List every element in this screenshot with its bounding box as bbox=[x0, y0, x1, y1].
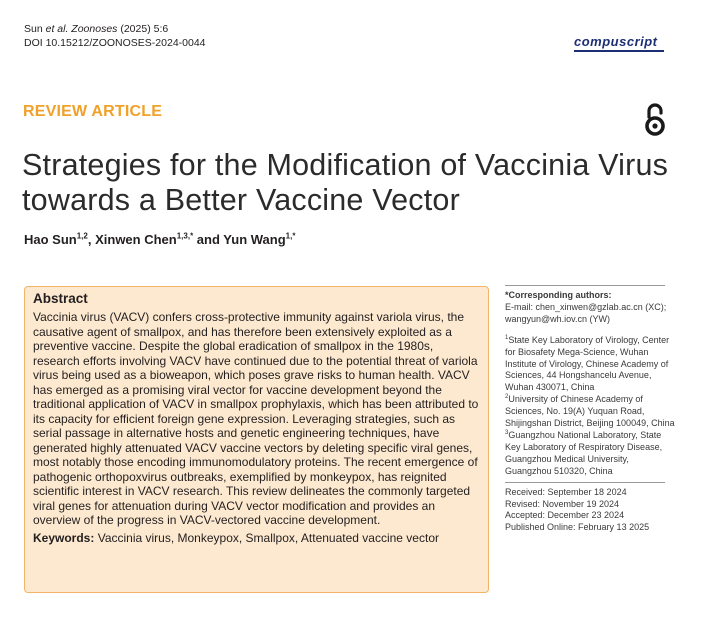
citation-etal: et al. bbox=[45, 23, 69, 35]
citation-journal: Zoonoses bbox=[71, 23, 118, 35]
date-received: Received: September 18 2024 bbox=[505, 486, 627, 497]
doi[interactable]: DOI 10.15212/ZOONOSES-2024-0044 bbox=[24, 37, 206, 49]
article-title: Strategies for the Modification of Vaccinia Virus towards a Better Vaccine Vector bbox=[22, 148, 669, 217]
author-separator: and bbox=[193, 232, 224, 247]
author-list bbox=[24, 232, 295, 247]
article-dates bbox=[505, 483, 677, 535]
open-access-icon[interactable] bbox=[644, 103, 666, 137]
author-3[interactable]: Yun Wang$^{1,*}$ bbox=[223, 231, 296, 247]
citation-block bbox=[24, 22, 206, 50]
date-revised: Revised: November 19 2024 bbox=[505, 498, 620, 509]
author-2[interactable]: Xinwen Chen$^{1,3,*}$ bbox=[95, 231, 194, 247]
abstract-box bbox=[24, 286, 489, 593]
author-1[interactable]: Hao Sun$^{1,2}$ bbox=[24, 231, 88, 247]
publisher-logo-underline bbox=[574, 50, 664, 52]
author-separator: , bbox=[87, 232, 96, 247]
corresponding-email[interactable]: E-mail: chen_xinwen@gzlab.ac.cn (XC); wangyun@wh.iov.cn (YW) bbox=[505, 301, 667, 324]
date-published: Published Online: February 13 2025 bbox=[505, 522, 650, 533]
affiliations bbox=[505, 335, 677, 478]
affiliation-3: $^3$Guangzhou National Laboratory, State Key Laboratory of Respiratory Disease, Guangzhou Medical University, Guangzhou 510320, China bbox=[505, 429, 663, 476]
article-type: REVIEW ARTICLE bbox=[23, 103, 163, 120]
citation-year-volume: (2025) 5:6 bbox=[120, 23, 169, 35]
date-accepted: Accepted: December 23 2024 bbox=[505, 510, 625, 521]
article-sidebar bbox=[505, 285, 677, 534]
corresponding-authors-label: *Corresponding authors: bbox=[505, 290, 612, 300]
keywords-list: Vaccinia virus, Monkeypox, Smallpox, Attenuated vaccine vector bbox=[97, 530, 439, 545]
citation-authors: Sun bbox=[24, 23, 43, 35]
keywords bbox=[33, 531, 480, 545]
affiliation-1: $^1$State Key Laboratory of Virology, Center for Biosafety Mega-Science, Wuhan Institute of Virology, Chinese Academy of Sciences, 44 Hongshancelu Avenue, Wuhan 430071, China bbox=[505, 334, 670, 393]
journal-citation bbox=[24, 22, 206, 36]
keywords-label: Keywords: bbox=[33, 530, 95, 545]
abstract-heading: Abstract bbox=[33, 291, 88, 306]
abstract-text: Vaccinia virus (VACV) confers cross-protective immunity against variola virus, the causative agent of smallpox, and has therefore been extensively exploited as a preventive vaccine. Despite the global eradication of smallpox in the 1980s, research efforts involving VACV have continued due to the potential threat of variola virus being used as a bioweapon, which poses grave risks to human health. VACV has emerged as a promising viral vector for vaccine development beyond the traditional application of VACV in smallpox prophylaxis, which has been attributed to its capacity for efficient foreign gene expression. Leveraging strategies, such as serial passage in alternative hosts and genetic engineering techniques, have generated highly attenuated VACV vaccine vectors by deleting specific viral genes, most notably those encoding immunomodulatory proteins. The recent emergence of pathogenic orthopoxvirus outbreaks, exemplified by monkeypox, has reignited scientific interest in VACV research. This review delineates the commonly targeted viral genes for attenuation during VACV vector modification and provides an overview of the progress in VACV-vectored vaccine development. bbox=[33, 310, 479, 527]
affiliation-2: $^2$University of Chinese Academy of Sciences, No. 19(A) Yuquan Road, Shijingshan District, Beijing 100049, China bbox=[505, 394, 675, 429]
publisher-logo[interactable] bbox=[574, 34, 666, 52]
sidebar-divider bbox=[505, 285, 665, 286]
publisher-logo-text: compuscript bbox=[574, 34, 658, 49]
